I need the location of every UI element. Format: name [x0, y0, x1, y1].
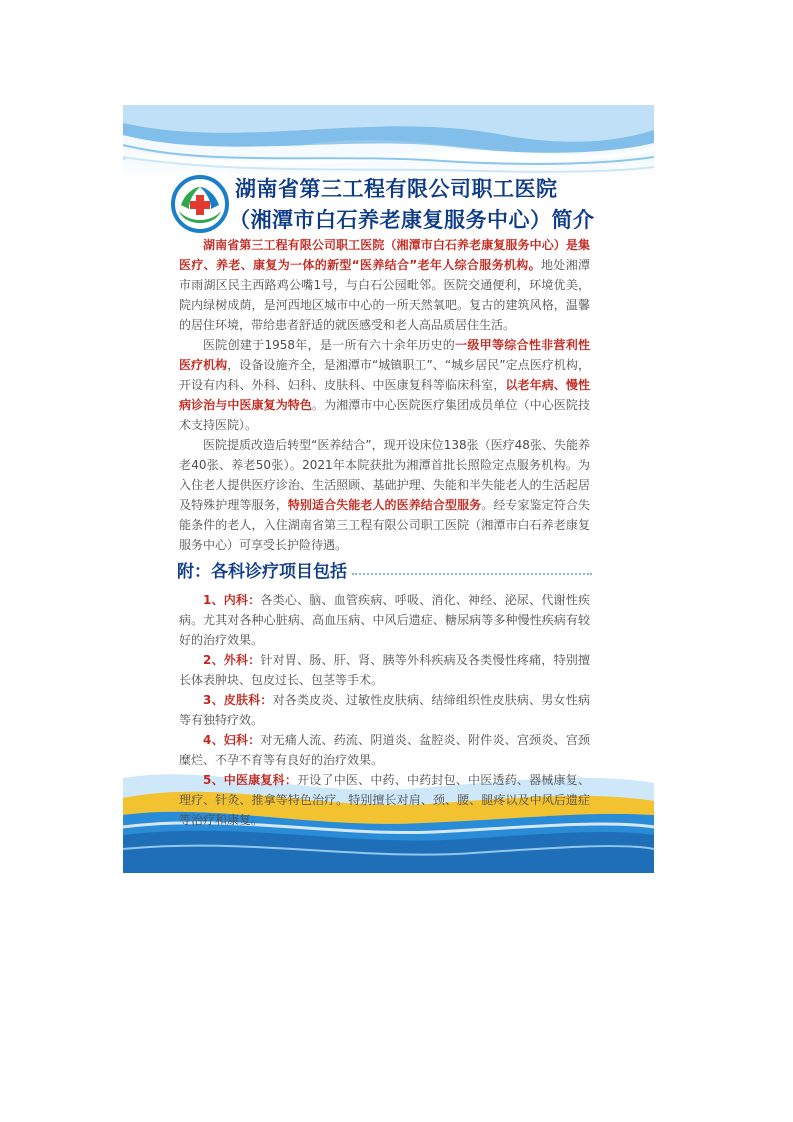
title-line-2: （湘潭市白石养老康复服务中心）简介 [229, 207, 595, 232]
poster-header [171, 173, 641, 235]
department-name: 2、外科： [203, 653, 261, 667]
intro-section [179, 235, 590, 555]
department-item [179, 690, 590, 730]
department-desc: 各类心、脑、血管疾病、呼吸、消化、神经、泌尿、代谢性疾病。尤其对各种心脏病、高血压病、中风后遗症、糖尿病等多种慢性疾病有较好的治疗效果。 [179, 593, 590, 647]
body-text: 。为湘潭市中心医院医疗集团成员单位（中心医院技术支持医院）。 [179, 398, 590, 432]
intro-paragraph-1 [179, 235, 590, 335]
body-text: ，设备设施齐全，是湘潭市“城镇职工”、“城乡居民”定点医疗机构，开设有内科、外科、妇科、皮肤科、中医康复科等临床科室， [179, 358, 590, 392]
department-desc: 对各类皮炎、过敏性皮肤病、结缔组织性皮肤病、男女性病等有独特疗效。 [179, 693, 590, 727]
highlight-text: 一级甲等综合性非营利性医疗机构 [179, 338, 590, 372]
department-desc: 针对胃、肠、肝、肾、胰等外科疾病及各类慢性疼痛，特别擅长体表肿块、包皮过长、包茎等手术。 [179, 653, 590, 687]
highlight-text: 特别适合失能老人的医养结合型服务 [287, 498, 482, 512]
department-name: 1、内科： [203, 593, 261, 607]
highlight-text: 湖南省第三工程有限公司职工医院（湘潭市白石养老康复服务中心）是集医疗、养老、康复为一体的新型“医养结合”老年人综合服务机构。 [179, 238, 590, 272]
department-desc: 对无痛人流、药流、阴道炎、盆腔炎、附件炎、宫颈炎、宫颈糜烂、不孕不育等有良好的治疗效果。 [179, 733, 590, 767]
body-text: 医院提质改造后转型“医养结合”，现开设床位138张（医疗48张、失能养老40张、养老50张）。2021年本院获批为湘潭首批长照险定点服务机构。为入住老人提供医疗诊治、生活照顾、基础护理、失能和半失能老人的生活起居及特殊护理等服务， [179, 438, 590, 512]
body-text: 地处湘潭市雨湖区民主西路鸡公嘴1号，与白石公园毗邻。医院交通便利，环境优美，院内绿树成荫，是河西地区城市中心的一所天然氧吧。复古的建筑风格，温馨的居住环境，带给患者舒适的就医感受和老人高品质居住生活。 [179, 258, 590, 332]
departments-heading-text: 附：各科诊疗项目包括 [177, 562, 347, 582]
hospital-intro-poster [123, 105, 654, 873]
department-name: 5、中医康复科： [203, 773, 298, 787]
intro-paragraph-3 [179, 435, 590, 555]
department-desc: 开设了中医、中药、中药封包、中医透药、器械康复、理疗、针灸、推拿等特色治疗。特别擅长对肩、颈、腰、腿疼以及中风后遗症等治疗和康复。 [179, 773, 590, 827]
body-text: 医院创建于1958年，是一所有六十余年历史的 [203, 338, 456, 352]
department-item [179, 730, 590, 770]
body-text: 。经专家鉴定符合失能条件的老人，入住湖南省第三工程有限公司职工医院（湘潭市白石养老康复服务中心）可享受长护险待遇。 [179, 498, 590, 552]
department-name: 3、皮肤科： [203, 693, 273, 707]
departments-heading [177, 559, 597, 585]
department-item [179, 590, 590, 650]
department-item [179, 770, 590, 830]
highlight-text: 以老年病、慢性病诊治与中医康复为特色 [179, 378, 590, 412]
intro-paragraph-2 [179, 335, 590, 435]
department-list [179, 590, 590, 830]
title-line-1: 湖南省第三工程有限公司职工医院 [235, 176, 558, 201]
department-item [179, 650, 590, 690]
department-name: 4、妇科： [203, 733, 261, 747]
hospital-logo-icon [171, 175, 229, 233]
